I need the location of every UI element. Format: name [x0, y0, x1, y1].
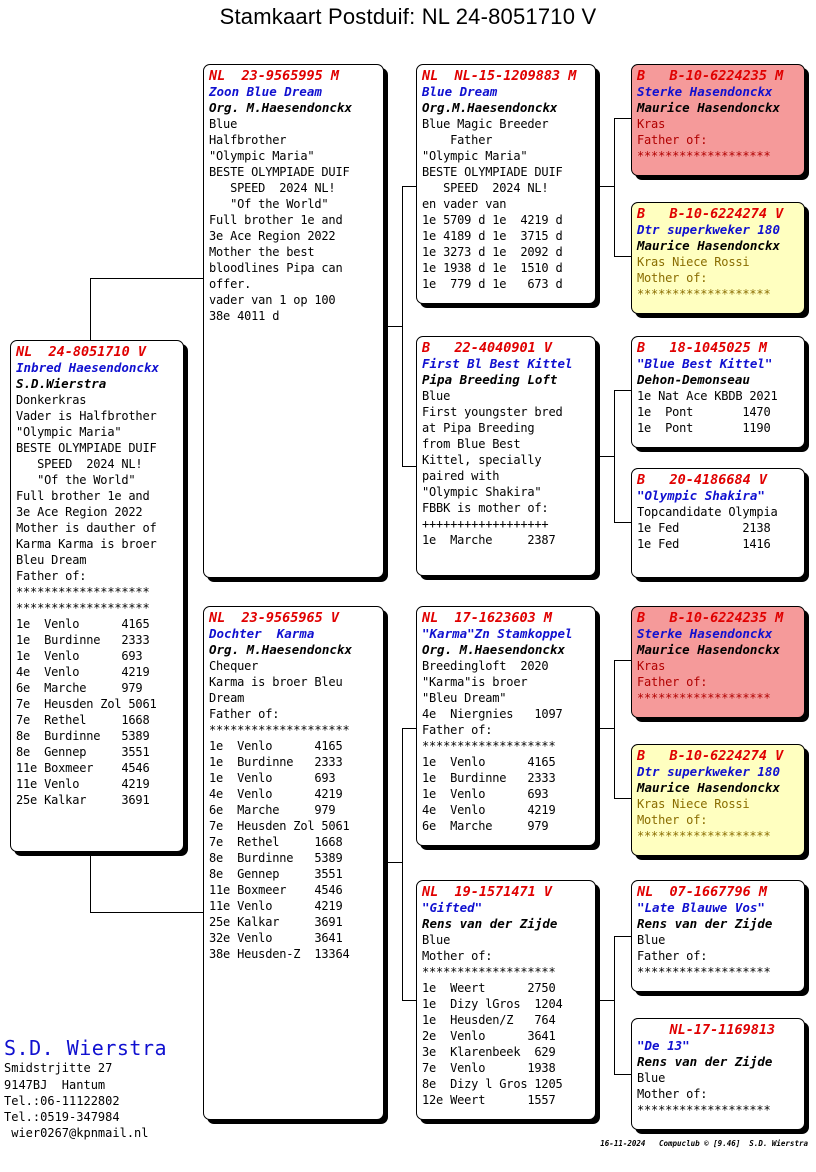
breeder-name: Maurice Hasendonckx: [637, 780, 780, 795]
info-line: BESTE OLYMPIADE DUIF: [209, 165, 350, 179]
connector: [614, 118, 615, 256]
info-line: Donkerkras: [16, 393, 87, 407]
info-line: vader van 1 op 100: [209, 293, 336, 307]
breeder-name: Maurice Hasendonckx: [637, 238, 780, 253]
info-line: Blue: [637, 933, 666, 947]
info-line: Halfbrother: [209, 133, 287, 147]
info-line: "Of the World": [209, 197, 329, 211]
info-line: Father of:: [16, 569, 87, 583]
info-line: "Of the World": [16, 473, 136, 487]
connector: [614, 390, 632, 391]
info-line: Father of:: [637, 675, 708, 689]
info-line: "Karma"is broer: [422, 675, 528, 689]
info-line: Breedingloft 2020: [422, 659, 549, 673]
ring-number: B B-10-6224235 M: [637, 68, 784, 84]
info-line: "Olympic Shakira": [422, 485, 542, 499]
info-line: Kras Niece Rossi: [637, 255, 750, 269]
info-line: 6e Marche 979: [16, 681, 143, 695]
connector: [90, 852, 91, 912]
info-line: 25e Kalkar 3691: [209, 915, 343, 929]
info-line: offer.: [209, 277, 252, 291]
ring-number: NL 07-1667796 M: [637, 884, 768, 900]
great-grandparent-card: [631, 606, 805, 718]
pigeon-name: First Bl Best Kittel: [422, 356, 573, 371]
info-line: 32e Venlo 3641: [209, 931, 343, 945]
connector: [384, 326, 402, 327]
info-line: 6e Marche 979: [209, 803, 336, 817]
info-line: Mother of:: [637, 271, 708, 285]
info-line: 1e Pont 1190: [637, 421, 771, 435]
info-line: Chequer: [209, 659, 259, 673]
breeder-name: Pipa Breeding Loft: [422, 372, 558, 387]
info-line: 38e 4011 d: [209, 309, 280, 323]
ring-number: B B-10-6224274 V: [637, 748, 784, 764]
pigeon-name: "Olympic Shakira": [637, 488, 765, 503]
info-line: 8e Gennep 3551: [16, 745, 150, 759]
info-line: 25e Kalkar 3691: [16, 793, 150, 807]
info-line: Kras: [637, 659, 666, 673]
info-line: Kras Niece Rossi: [637, 797, 750, 811]
info-line: 1e 4189 d 1e 3715 d: [422, 229, 563, 243]
info-line: Kras: [637, 117, 666, 131]
info-line: 7e Heusden Zol 5061: [16, 697, 157, 711]
connector: [402, 728, 403, 1000]
info-line: Vader is Halfbrother: [16, 409, 157, 423]
info-line: *******************: [637, 1103, 771, 1117]
breeder-name: Org. M.Haesendonckx: [422, 642, 565, 657]
pigeon-name: Dochter Karma: [209, 626, 315, 641]
great-grandparent-card: [631, 1018, 805, 1130]
info-line: Father of:: [422, 723, 493, 737]
pigeon-name: Dtr superkweker 180: [637, 222, 780, 237]
info-line: Father of:: [637, 949, 708, 963]
info-line: Father of:: [637, 133, 708, 147]
info-line: 7e Venlo 1938: [422, 1061, 556, 1075]
pigeon-name: Sterke Hasendonckx: [637, 626, 773, 641]
pigeon-name: Zoon Blue Dream: [209, 84, 322, 99]
connector: [596, 186, 614, 187]
page-title: Stamkaart Postduif: NL 24-8051710 V: [219, 4, 597, 29]
info-line: 1e Weert 2750: [422, 981, 556, 995]
owner-email: wier0267@kpnmail.nl: [4, 1126, 149, 1140]
info-line: 11e Venlo 4219: [16, 777, 150, 791]
info-line: *******************: [637, 287, 771, 301]
info-line: 1e Venlo 693: [209, 771, 336, 785]
info-line: 1e Nat Ace KBDB 2021: [637, 389, 778, 403]
breeder-name: Org.M.Haesendonckx: [422, 100, 558, 115]
connector: [596, 1000, 614, 1001]
info-line: 1e 1938 d 1e 1510 d: [422, 261, 563, 275]
info-line: 38e Heusden-Z 13364: [209, 947, 350, 961]
connector: [614, 1074, 632, 1075]
info-line: 11e Venlo 4219: [209, 899, 343, 913]
info-line: Mother is dauther of: [16, 521, 157, 535]
great-grandparent-card: [631, 468, 805, 578]
info-line: Bleu Dream: [16, 553, 87, 567]
print-stamp: 16-11-2024 Compuclub © [9.46] S.D. Wierstra: [600, 1139, 808, 1148]
info-line: 1e 779 d 1e 673 d: [422, 277, 563, 291]
ring-number: B 20-4186684 V: [637, 472, 768, 488]
breeder-name: Dehon-Demonseau: [637, 372, 750, 387]
info-line: 11e Boxmeer 4546: [209, 883, 343, 897]
info-line: Father: [422, 133, 493, 147]
info-line: Karma Karma is broer: [16, 537, 157, 551]
info-line: *******************: [637, 829, 771, 843]
info-line: Kittel, specially: [422, 453, 542, 467]
info-line: 1e Heusden/Z 764: [422, 1013, 556, 1027]
connector: [614, 390, 615, 522]
info-line: "Bleu Dream": [422, 691, 507, 705]
great-grandparent-card: [631, 880, 805, 992]
ring-number: NL 23-9565965 V: [209, 610, 340, 626]
pigeon-name: Sterke Hasendonckx: [637, 84, 773, 99]
pigeon-name: Dtr superkweker 180: [637, 764, 780, 779]
great-grandparent-card: [631, 336, 805, 448]
ring-number: NL 19-1571471 V: [422, 884, 553, 900]
ring-number: B 18-1045025 M: [637, 340, 768, 356]
owner-city: 9147BJ Hantum: [4, 1078, 106, 1092]
owner-street: Smidstrjitte 27: [4, 1061, 113, 1075]
info-line: 1e Venlo 4165: [209, 739, 343, 753]
info-line: Father of:: [209, 707, 280, 721]
info-line: 1e Venlo 4165: [422, 755, 556, 769]
info-line: Mother of:: [637, 813, 708, 827]
info-line: 6e Marche 979: [422, 819, 549, 833]
breeder-name: Org. M.Haesendonckx: [209, 100, 352, 115]
subject-card: [10, 340, 184, 852]
owner-phone-1: Tel.:06-11122802: [4, 1094, 120, 1108]
pigeon-name: Blue Dream: [422, 84, 498, 99]
info-line: 8e Gennep 3551: [209, 867, 343, 881]
info-line: FBBK is mother of:: [422, 501, 549, 515]
info-line: 7e Rethel 1668: [209, 835, 343, 849]
info-line: en vader van: [422, 197, 507, 211]
owner-name: S.D. Wierstra: [4, 1036, 168, 1060]
info-line: 1e Burdinne 2333: [209, 755, 343, 769]
breeder-name: Rens van der Zijde: [422, 916, 558, 931]
info-line: 1e Fed 1416: [637, 537, 771, 551]
info-line: 8e Burdinne 5389: [16, 729, 150, 743]
info-line: ++++++++++++++++++: [422, 517, 549, 531]
connector: [402, 186, 403, 466]
pigeon-name: "Blue Best Kittel": [637, 356, 773, 371]
info-line: Full brother 1e and: [16, 489, 150, 503]
info-line: 3e Klarenbeek 629: [422, 1045, 556, 1059]
owner-phone-2: Tel.:0519-347984: [4, 1110, 120, 1124]
info-line: 4e Niergnies 1097: [422, 707, 563, 721]
connector: [90, 278, 91, 340]
info-line: bloodlines Pipa can: [209, 261, 343, 275]
maternal-grandfather-card: [416, 606, 596, 846]
connector: [614, 936, 632, 937]
info-line: 1e Pont 1470: [637, 405, 771, 419]
info-line: Blue Magic Breeder: [422, 117, 549, 131]
info-line: ********************: [209, 723, 350, 737]
breeder-name: S.D.Wierstra: [16, 376, 107, 391]
connector: [90, 912, 204, 913]
connector: [90, 278, 204, 279]
connector: [614, 936, 615, 1074]
info-line: Blue: [637, 1071, 666, 1085]
info-line: Blue: [422, 389, 451, 403]
info-line: 4e Venlo 4219: [16, 665, 150, 679]
great-grandparent-card: [631, 744, 805, 856]
info-line: 8e Dizy l Gros 1205: [422, 1077, 563, 1091]
info-line: *******************: [422, 739, 556, 753]
info-line: *******************: [422, 965, 556, 979]
ring-number: B B-10-6224274 V: [637, 206, 784, 222]
info-line: SPEED 2024 NL!: [422, 181, 549, 195]
mother-card: [203, 606, 384, 1120]
info-line: 1e Venlo 693: [16, 649, 143, 663]
info-line: *******************: [637, 965, 771, 979]
info-line: "Olympic Maria": [422, 149, 528, 163]
breeder-name: Org. M.Haesendonckx: [209, 642, 352, 657]
info-line: First youngster bred: [422, 405, 563, 419]
info-line: at Pipa Breeding: [422, 421, 535, 435]
info-line: 1e Burdinne 2333: [422, 771, 556, 785]
info-line: paired with: [422, 469, 500, 483]
paternal-grandmother-card: [416, 336, 596, 576]
info-line: Mother of:: [422, 949, 493, 963]
info-line: Topcandidate Olympia: [637, 505, 778, 519]
info-line: Mother the best: [209, 245, 315, 259]
breeder-name: Rens van der Zijde: [637, 1054, 773, 1069]
info-line: *******************: [16, 601, 150, 615]
connector: [596, 456, 614, 457]
father-card: [203, 64, 384, 578]
info-line: 3e Ace Region 2022: [16, 505, 143, 519]
connector: [614, 660, 615, 798]
info-line: *******************: [637, 149, 771, 163]
connector: [614, 256, 632, 257]
info-line: BESTE OLYMPIADE DUIF: [16, 441, 157, 455]
info-line: Dream: [209, 691, 245, 705]
info-line: from Blue Best: [422, 437, 521, 451]
info-line: 1e Fed 2138: [637, 521, 771, 535]
info-line: 1e Dizy lGros 1204: [422, 997, 563, 1011]
ring-number: NL 23-9565995 M: [209, 68, 340, 84]
breeder-name: Maurice Hasendonckx: [637, 100, 780, 115]
info-line: 3e Ace Region 2022: [209, 229, 336, 243]
info-line: 1e Venlo 4165: [16, 617, 150, 631]
info-line: 7e Rethel 1668: [16, 713, 150, 727]
info-line: SPEED 2024 NL!: [209, 181, 336, 195]
info-line: "Olympic Maria": [209, 149, 315, 163]
great-grandparent-card: [631, 64, 805, 176]
maternal-grandmother-card: [416, 880, 596, 1120]
info-line: 2e Venlo 3641: [422, 1029, 556, 1043]
info-line: 1e Venlo 693: [422, 787, 549, 801]
info-line: 8e Burdinne 5389: [209, 851, 343, 865]
info-line: 1e 3273 d 1e 2092 d: [422, 245, 563, 259]
info-line: 7e Heusden Zol 5061: [209, 819, 350, 833]
pigeon-name: "Late Blauwe Vos": [637, 900, 765, 915]
info-line: 4e Venlo 4219: [422, 803, 556, 817]
pigeon-name: Inbred Haesendonckx: [16, 360, 159, 375]
connector: [596, 728, 614, 729]
breeder-name: Maurice Hasendonckx: [637, 642, 780, 657]
info-line: Blue: [209, 117, 238, 131]
connector: [614, 522, 632, 523]
ring-number: NL 24-8051710 V: [16, 344, 147, 360]
info-line: 11e Boxmeer 4546: [16, 761, 150, 775]
info-line: *******************: [16, 585, 150, 599]
info-line: Mother of:: [637, 1087, 708, 1101]
connector: [614, 118, 632, 119]
paternal-grandfather-card: [416, 64, 596, 304]
info-line: BESTE OLYMPIADE DUIF: [422, 165, 563, 179]
info-line: 1e 5709 d 1e 4219 d: [422, 213, 563, 227]
pigeon-name: "Karma"Zn Stamkoppel: [422, 626, 573, 641]
info-line: 12e Weert 1557: [422, 1093, 556, 1107]
info-line: SPEED 2024 NL!: [16, 457, 143, 471]
info-line: Karma is broer Bleu: [209, 675, 343, 689]
connector: [614, 660, 632, 661]
info-line: Blue: [422, 933, 451, 947]
great-grandparent-card: [631, 202, 805, 314]
info-line: 1e Burdinne 2333: [16, 633, 150, 647]
breeder-name: Rens van der Zijde: [637, 916, 773, 931]
info-line: 1e Marche 2387: [422, 533, 556, 547]
connector: [384, 862, 402, 863]
info-line: 4e Venlo 4219: [209, 787, 343, 801]
pigeon-name: "Gifted": [422, 900, 483, 915]
pigeon-name: "De 13": [637, 1038, 690, 1053]
info-line: Full brother 1e and: [209, 213, 343, 227]
connector: [614, 798, 632, 799]
info-line: "Olympic Maria": [16, 425, 122, 439]
ring-number: NL NL-15-1209883 M: [422, 68, 577, 84]
info-line: *******************: [637, 691, 771, 705]
ring-number: NL-17-1169813: [637, 1022, 776, 1038]
ring-number: NL 17-1623603 M: [422, 610, 553, 626]
ring-number: B B-10-6224235 M: [637, 610, 784, 626]
ring-number: B 22-4040901 V: [422, 340, 553, 356]
